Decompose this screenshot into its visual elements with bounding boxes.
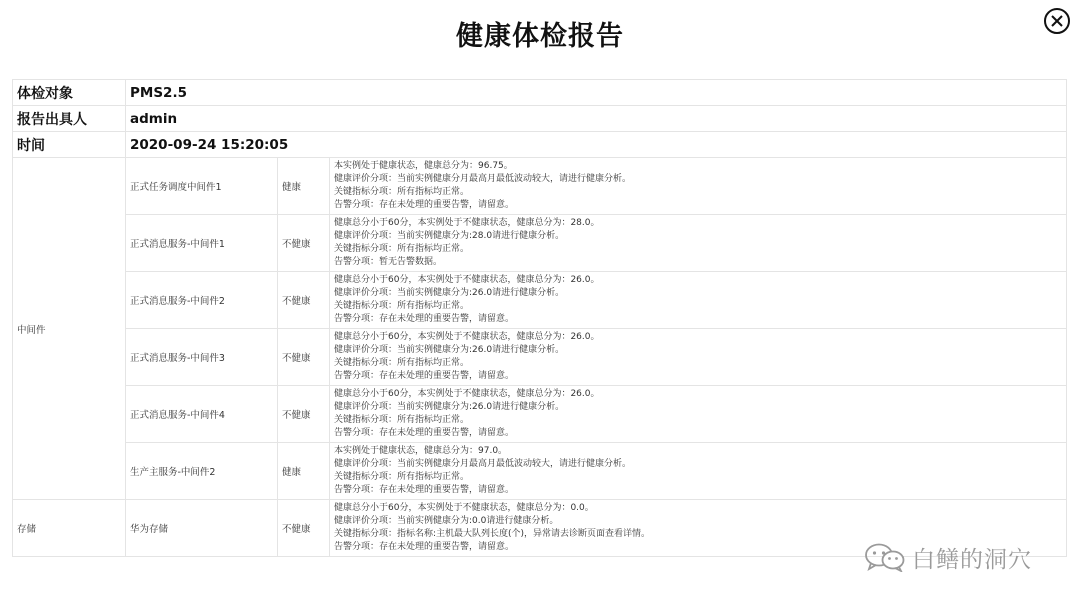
instance-name-cell: 华为存储 [126, 500, 278, 557]
category-cell: 中间件 [13, 158, 126, 500]
detail-cell [330, 215, 1067, 272]
info-label: 体检对象 [13, 80, 126, 106]
detail-line: 健康总分小于60分，本实例处于不健康状态，健康总分为：26.0。 [334, 389, 600, 400]
status-cell: 不健康 [278, 215, 330, 272]
detail-cell [330, 386, 1067, 443]
detail-line: 健康总分小于60分，本实例处于不健康状态，健康总分为：26.0。 [334, 275, 600, 286]
instance-name-cell: 生产主服务-中间件2 [126, 443, 278, 500]
detail-line: 健康评价分项：当前实例健康分为:26.0请进行健康分析。 [334, 402, 565, 413]
instance-name-cell: 正式消息服务-中间件1 [126, 215, 278, 272]
info-value: PMS2.5 [126, 80, 1067, 106]
detail-cell [330, 272, 1067, 329]
report-table [12, 79, 1067, 557]
status-cell: 不健康 [278, 386, 330, 443]
detail-line: 关键指标分项：所有指标均正常。 [334, 301, 470, 311]
detail-line: 关键指标分项：所有指标均正常。 [334, 358, 470, 368]
status-cell: 健康 [278, 443, 330, 500]
instance-name-cell: 正式消息服务-中间件4 [126, 386, 278, 443]
category-cell: 存储 [13, 500, 126, 557]
table-row [13, 443, 1067, 500]
detail-line: 健康总分小于60分，本实例处于不健康状态，健康总分为：26.0。 [334, 332, 600, 343]
table-row [13, 215, 1067, 272]
watermark-text: 白鳝的洞穴 [912, 546, 1032, 573]
info-row-time [13, 132, 1067, 158]
detail-line: 健康评价分项：当前实例健康分为:28.0请进行健康分析。 [334, 231, 565, 242]
close-icon [1050, 14, 1064, 28]
page-title: 健康体检报告 [456, 21, 624, 52]
detail-line: 本实例处于健康状态，健康总分为：97.0。 [334, 446, 508, 457]
detail-line: 关键指标分项：所有指标均正常。 [334, 415, 470, 425]
detail-line: 告警分项：存在未处理的重要告警，请留意。 [334, 541, 515, 552]
detail-line: 告警分项：存在未处理的重要告警，请留意。 [334, 427, 515, 438]
detail-line: 健康评价分项：当前实例健康分为:26.0请进行健康分析。 [334, 345, 565, 356]
instance-name-cell: 正式消息服务-中间件2 [126, 272, 278, 329]
detail-line: 健康总分小于60分，本实例处于不健康状态，健康总分为：28.0。 [334, 218, 600, 229]
info-label: 时间 [13, 132, 126, 158]
detail-line: 本实例处于健康状态，健康总分为：96.75。 [334, 161, 513, 172]
status-cell: 不健康 [278, 500, 330, 557]
instance-name-cell: 正式任务调度中间件1 [126, 158, 278, 215]
info-row-target [13, 80, 1067, 106]
detail-line: 健康总分小于60分，本实例处于不健康状态，健康总分为：0.0。 [334, 503, 594, 514]
detail-cell [330, 158, 1067, 215]
detail-line: 关键指标分项：所有指标均正常。 [334, 187, 470, 197]
status-cell: 健康 [278, 158, 330, 215]
info-label: 报告出具人 [13, 106, 126, 132]
detail-line: 关键指标分项：所有指标均正常。 [334, 472, 470, 482]
detail-line: 健康评价分项：当前实例健康分月最高月最低波动较大，请进行健康分析。 [334, 174, 632, 185]
detail-line: 告警分项：存在未处理的重要告警，请留意。 [334, 484, 515, 495]
table-row [13, 386, 1067, 443]
detail-line: 健康评价分项：当前实例健康分为:26.0请进行健康分析。 [334, 288, 565, 299]
watermark [864, 540, 1032, 574]
table-row [13, 158, 1067, 215]
table-row [13, 272, 1067, 329]
wechat-icon [864, 542, 906, 572]
detail-cell [330, 443, 1067, 500]
instance-name-cell: 正式消息服务-中间件3 [126, 329, 278, 386]
detail-cell [330, 329, 1067, 386]
table-row [13, 329, 1067, 386]
detail-line: 健康评价分项：当前实例健康分为:0.0请进行健康分析。 [334, 516, 559, 527]
detail-line: 健康评价分项：当前实例健康分月最高月最低波动较大，请进行健康分析。 [334, 459, 632, 470]
detail-line: 告警分项：暂无告警数据。 [334, 256, 443, 267]
status-cell: 不健康 [278, 329, 330, 386]
detail-line: 告警分项：存在未处理的重要告警，请留意。 [334, 370, 515, 381]
detail-line: 关键指标分项：指标名称:主机最大队列长度(个)，异常请去诊断页面查看详情。 [334, 529, 651, 539]
info-row-issuer [13, 106, 1067, 132]
detail-line: 关键指标分项：所有指标均正常。 [334, 244, 470, 254]
status-cell: 不健康 [278, 272, 330, 329]
close-button[interactable] [1044, 8, 1070, 34]
detail-line: 告警分项：存在未处理的重要告警，请留意。 [334, 313, 515, 324]
detail-line: 告警分项：存在未处理的重要告警，请留意。 [334, 199, 515, 210]
info-value: 2020-09-24 15:20:05 [126, 132, 1067, 158]
info-value: admin [126, 106, 1067, 132]
